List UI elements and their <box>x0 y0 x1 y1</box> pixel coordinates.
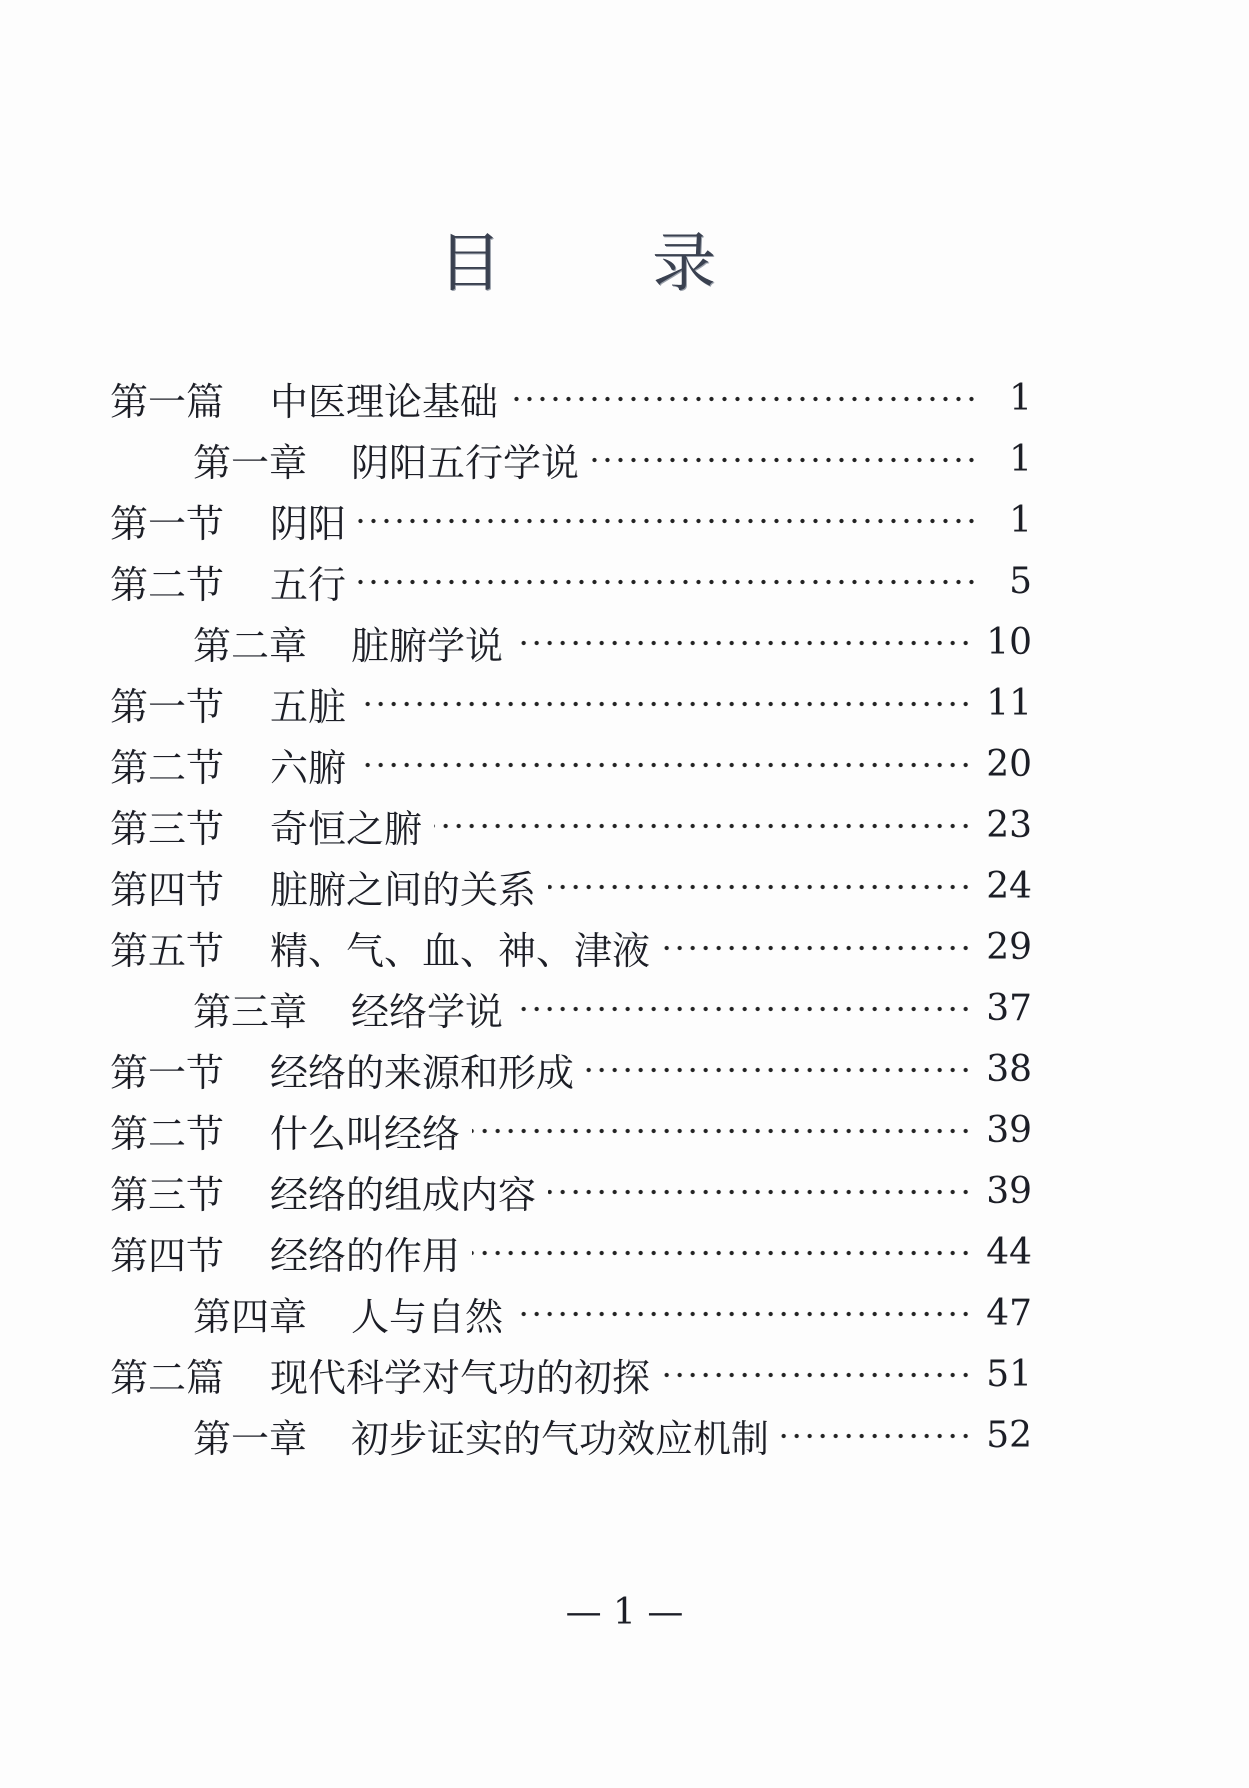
entry-title: 中医理论基础 <box>270 380 499 424</box>
dot-leader <box>434 822 972 830</box>
dot-leader <box>515 1005 972 1013</box>
entry-label: 第二节 <box>110 563 225 607</box>
entry-page-number: 1 <box>1009 500 1032 541</box>
entry-page-number: 52 <box>986 1415 1032 1456</box>
entry-label: 第二章 <box>193 624 308 668</box>
toc-entry[interactable] <box>110 429 1032 490</box>
dot-leader <box>515 639 972 647</box>
dot-leader <box>662 944 972 952</box>
entry-page-number: 10 <box>986 622 1032 663</box>
entry-label: 第一节 <box>110 502 225 546</box>
entry-title: 六腑 <box>270 746 347 790</box>
entry-title: 人与自然 <box>351 1295 504 1339</box>
dot-leader <box>510 395 978 403</box>
entry-title: 阴阳五行学说 <box>351 441 580 485</box>
entry-label: 第五节 <box>110 929 225 973</box>
toc-entry[interactable] <box>110 1344 1032 1405</box>
entry-page-number: 5 <box>1009 561 1032 602</box>
entry-label: 第一篇 <box>110 380 225 424</box>
entry-page-number: 24 <box>986 866 1032 907</box>
toc-heading-char-1: 目 <box>438 227 502 301</box>
toc-entry[interactable] <box>110 1039 1032 1100</box>
dot-leader <box>358 578 978 586</box>
toc-entry[interactable] <box>110 978 1032 1039</box>
dot-leader <box>591 456 978 464</box>
entry-label: 第一章 <box>193 441 308 485</box>
entry-title: 经络的组成内容 <box>270 1173 537 1217</box>
entry-page-number: 39 <box>986 1110 1032 1151</box>
entry-label: 第三章 <box>193 990 308 1034</box>
dot-leader <box>472 1249 972 1257</box>
entry-label: 第二节 <box>110 1112 225 1156</box>
toc-entry[interactable] <box>110 1283 1032 1344</box>
toc-entry[interactable] <box>110 917 1032 978</box>
toc-entry[interactable] <box>110 673 1032 734</box>
entry-title: 脏腑之间的关系 <box>270 868 537 912</box>
dot-leader <box>472 1127 972 1135</box>
toc-heading-char-2: 录 <box>652 227 716 301</box>
entry-label: 第一章 <box>193 1417 308 1461</box>
toc-entry[interactable] <box>110 368 1032 429</box>
entry-label: 第二节 <box>110 746 225 790</box>
toc-entry[interactable] <box>110 551 1032 612</box>
entry-title: 五脏 <box>270 685 347 729</box>
dot-leader <box>548 1188 972 1196</box>
entry-label: 第四节 <box>110 1234 225 1278</box>
page-number: — 1 — <box>565 1592 684 1633</box>
table-of-contents <box>110 368 1032 1466</box>
entry-page-number: 23 <box>986 805 1032 846</box>
dot-leader <box>586 1066 972 1074</box>
entry-label: 第三节 <box>110 1173 225 1217</box>
toc-entry[interactable] <box>110 1100 1032 1161</box>
entry-label: 第一节 <box>110 685 225 729</box>
entry-page-number: 51 <box>986 1354 1032 1395</box>
entry-title: 初步证实的气功效应机制 <box>351 1417 770 1461</box>
dot-leader <box>358 700 972 708</box>
entry-page-number: 39 <box>986 1171 1032 1212</box>
toc-entry[interactable] <box>110 1222 1032 1283</box>
entry-page-number: 20 <box>986 744 1032 785</box>
entry-page-number: 11 <box>986 683 1032 724</box>
entry-title: 精、气、血、神、津液 <box>270 929 651 973</box>
entry-title: 阴阳 <box>270 502 347 546</box>
entry-title: 脏腑学说 <box>351 624 504 668</box>
entry-label: 第四章 <box>193 1295 308 1339</box>
entry-page-number: 1 <box>1009 378 1032 419</box>
dot-leader <box>515 1310 972 1318</box>
entry-title: 什么叫经络 <box>270 1112 461 1156</box>
entry-title: 奇恒之腑 <box>270 807 423 851</box>
toc-entry[interactable] <box>110 1405 1032 1466</box>
toc-entry[interactable] <box>110 1161 1032 1222</box>
toc-entry[interactable] <box>110 612 1032 673</box>
toc-entry[interactable] <box>110 795 1032 856</box>
entry-page-number: 1 <box>1009 439 1032 480</box>
dot-leader <box>662 1371 972 1379</box>
dot-leader <box>358 517 978 525</box>
dot-leader <box>781 1432 972 1440</box>
toc-entry[interactable] <box>110 490 1032 551</box>
entry-label: 第一节 <box>110 1051 225 1095</box>
entry-title: 现代科学对气功的初探 <box>270 1356 651 1400</box>
dot-leader <box>358 761 972 769</box>
toc-entry[interactable] <box>110 734 1032 795</box>
toc-entry[interactable] <box>110 856 1032 917</box>
entry-page-number: 29 <box>986 927 1032 968</box>
entry-page-number: 38 <box>986 1049 1032 1090</box>
entry-label: 第二篇 <box>110 1356 225 1400</box>
entry-title: 五行 <box>270 563 347 607</box>
entry-label: 第三节 <box>110 807 225 851</box>
entry-page-number: 47 <box>986 1293 1032 1334</box>
entry-page-number: 44 <box>986 1232 1032 1273</box>
dot-leader <box>548 883 972 891</box>
entry-label: 第四节 <box>110 868 225 912</box>
entry-page-number: 37 <box>986 988 1032 1029</box>
entry-title: 经络的作用 <box>270 1234 461 1278</box>
entry-title: 经络学说 <box>351 990 504 1034</box>
entry-title: 经络的来源和形成 <box>270 1051 575 1095</box>
